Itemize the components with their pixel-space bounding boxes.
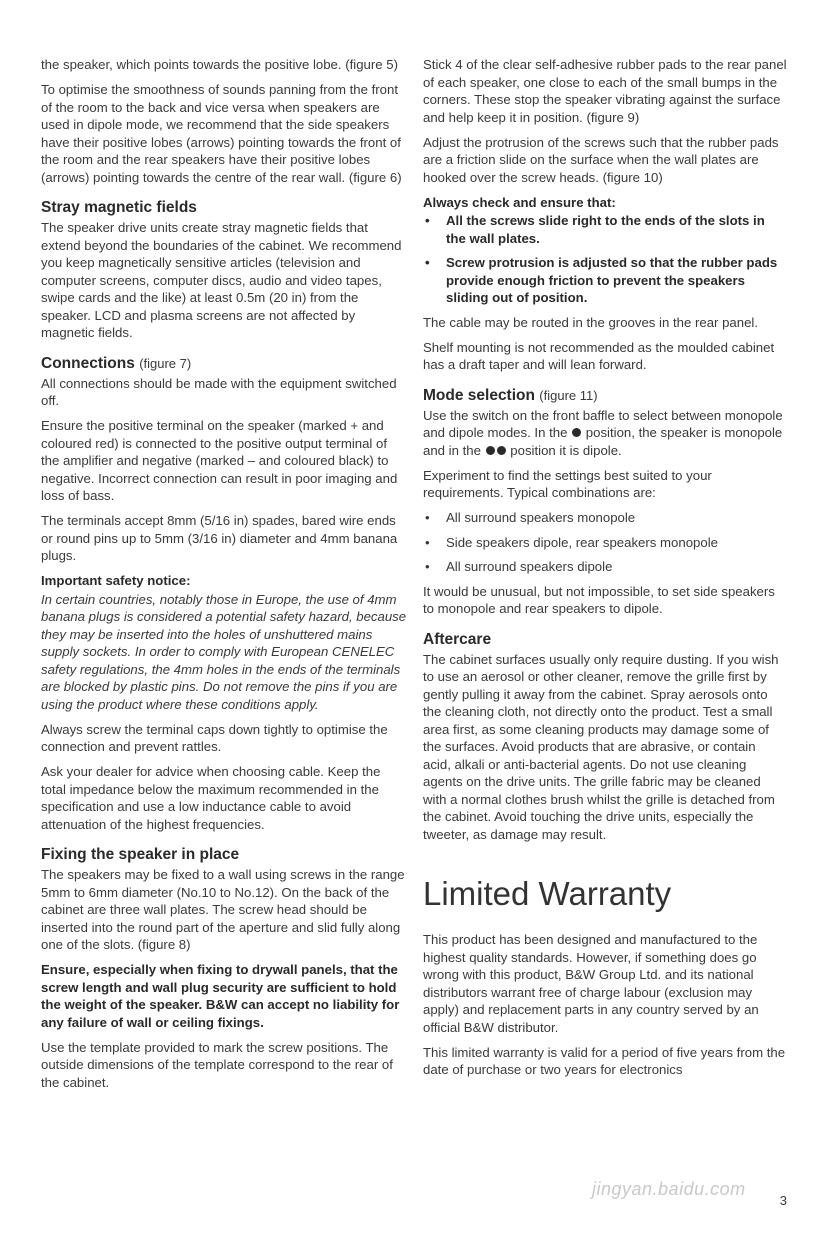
paragraph: Experiment to find the settings best suited to your requirements. Typical combinations are:: [423, 467, 712, 500]
paragraph: All connections should be made with the equipment switched off.: [41, 375, 397, 408]
dipole-dot-icon: [486, 446, 495, 455]
paragraph: This product has been designed and manufactured to the highest quality standards. However, if something does go wrong with this product, B&W Group Ltd. and its national distributors warrant free of charge labour (exclusion may apply) and replacement parts in any country served by an official B&W distributor.: [423, 932, 759, 1035]
dipole-dot-icon: [497, 446, 506, 455]
warranty-title: Limited Warranty: [423, 875, 672, 912]
bullet-icon: •: [425, 213, 430, 228]
list-item: • All the screws slide right to the ends of the slots in the wall plates.: [425, 213, 765, 246]
paragraph: Always screw the terminal caps down tightly to optimise the connection and prevent rattles.: [41, 721, 388, 754]
safety-notice-text: In certain countries, notably those in Europe, the use of 4mm banana plugs is considered a potential safety hazard, because they may be inserted into the holes of unshuttered mains supply sockets. In order to comply with European CENELEC safety regulations, the 4mm holes in the ends of the terminals are blocked by plastic pins. Do not remove the pins if you are using the product where these conditions apply.: [41, 591, 407, 712]
paragraph: The speakers may be fixed to a wall using screws in the range 5mm to 6mm diameter (No.10 to No.12). On the back of the cabinet are three wall plates. The screw head should be inserted into the round part of the aperture and slid fully along one of the slots. (figure 8): [41, 867, 405, 952]
bullet-icon: •: [425, 255, 430, 270]
paragraph: Adjust the protrusion of the screws such that the rubber pads are a friction slide on the surface when the wall plates are hooked over the screw heads. (figure 10): [423, 134, 779, 185]
check-label: Always check and ensure that:: [423, 194, 616, 210]
section-heading-mode-selection: [423, 386, 787, 406]
watermark: jingyan.baidu.com: [592, 1179, 746, 1199]
page-number: 3: [779, 1193, 787, 1208]
paragraph: It would be unusual, but not impossible, to set side speakers to monopole and rear speakers to dipole.: [423, 583, 775, 616]
section-heading-stray-magnetic-fields: Stray magnetic fields: [41, 199, 197, 216]
list-item: • All surround speakers monopole: [425, 510, 636, 525]
section-heading-aftercare: Aftercare: [423, 630, 492, 648]
paragraph: The terminals accept 8mm (5/16 in) spades, bared wire ends or round pins up to 5mm (3/16 in) diameter and 4mm banana plugs.: [41, 513, 398, 563]
heading-text: Connections: [41, 354, 135, 372]
paragraph: This limited warranty is valid for a period of five years from the date of purchase or two years for electronics: [423, 1044, 786, 1077]
paragraph: The speaker drive units create stray magnetic fields that extend beyond the boundaries of the cabinet. We recommend you keep magnetically sensitive articles (television and computer screens, computer discs, audio and video tapes, swipe cards and the like) at least 0.5m (20 in) from the speaker. LCD and plasma screens are not affected by magnetic fields.: [41, 220, 402, 340]
safety-notice-label: Important safety notice:: [41, 573, 191, 588]
paragraph: Stick 4 of the clear self-adhesive rubber pads to the rear panel of each speaker, one close to each of the small bumps in the corners. These stop the speaker vibrating against the surface and help keep it in position. (figure 9): [423, 57, 787, 125]
left-column: [41, 56, 407, 1099]
list-item: • Screw protrusion is adjusted so that the rubber pads provide enough friction to prevent the speakers sliding out of position.: [425, 255, 778, 305]
fixing-warning: Ensure, especially when fixing to drywall panels, that the screw length and wall plug security are sufficient to hold the weight of the speaker. B&W can accept no liability for any failure of wall or ceiling fixings.: [41, 962, 400, 1030]
paragraph: the speaker, which points towards the positive lobe. (figure 5): [41, 57, 398, 72]
bullet-icon: •: [425, 534, 430, 550]
section-heading-fixing: Fixing the speaker in place: [41, 846, 240, 863]
paragraph: To optimise the smoothness of sounds panning from the front of the room to the back and vice versa when speakers are used in dipole mode, we recommend that the side speakers have their positive lobes (arrows) pointing towards the front of the room and the rear speakers have their positive lobes (arrows) pointing towards the centre of the rear wall. (figure 6): [41, 82, 402, 185]
check-list: [423, 212, 787, 307]
paragraph: The cabinet surfaces usually only require dusting. If you wish to use an aerosol or other cleaner, remove the grille first by gently pulling it away from the cabinet. Spray aerosols onto the cleaning cloth, not directly onto the product. Test a small area first, as some cleaning products may damage some of the surfaces. Avoid products that are abrasive, or contain acid, alkali or anti-bacterial agents. Do not use cleaning agents on the drive units. The grille fabric may be cleaned with a normal clothes brush whilst the grille is detached from the cabinet. Avoid touching the drive units, especially the tweeter, as damage may result.: [423, 651, 779, 842]
list-item: • Side speakers dipole, rear speakers monopole: [425, 534, 718, 550]
paragraph: Use the template provided to mark the screw positions. The outside dimensions of the template correspond to the rear of the cabinet.: [41, 1039, 393, 1090]
paragraph: The cable may be routed in the grooves in the rear panel.: [423, 314, 759, 330]
paragraph: Ensure the positive terminal on the speaker (marked + and coloured red) is connected to the positive output terminal of the amplifier and negative (marked – and coloured black) to negative. Incorrect connection can result in poor imaging and loss of bass.: [41, 418, 398, 503]
mode-list: [423, 509, 787, 576]
heading-text: Mode selection: [423, 386, 535, 404]
paragraph: Use the switch on the front baffle to select between monopole and dipole modes. In the position, the speaker is monopole and in the position it is dipole.: [423, 407, 783, 458]
right-column: [423, 56, 787, 1086]
list-item: • All surround speakers dipole: [425, 559, 613, 574]
bullet-icon: •: [425, 510, 430, 525]
paragraph: Ask your dealer for advice when choosing cable. Keep the total impedance below the maximum recommended in the specification and use a low inductance cable to avoid attenuation of the highest frequencies.: [41, 764, 381, 832]
paragraph: Shelf mounting is not recommended as the moulded cabinet has a draft taper and will lean forward.: [423, 339, 775, 372]
bullet-icon: •: [425, 559, 430, 574]
section-heading-connections: [41, 354, 407, 374]
monopole-dot-icon: [572, 428, 581, 437]
figure-ref: (figure 7): [139, 355, 192, 371]
figure-ref: (figure 11): [539, 387, 598, 403]
